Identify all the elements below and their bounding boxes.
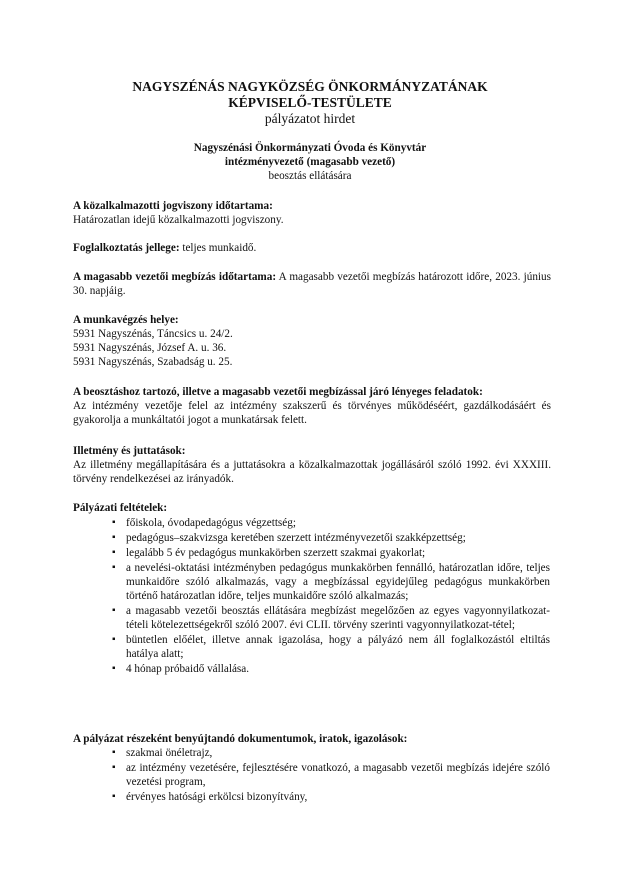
position-line3: beosztás ellátására: [268, 170, 352, 182]
bullet-icon: ▪: [112, 747, 116, 758]
header-title-line2: KÉPVISELŐ-TESTÜLETE: [228, 95, 392, 110]
section-title: Foglalkoztatás jellege:: [73, 242, 180, 254]
section-foglalkoztatas: [73, 241, 551, 255]
section-feltetelek-title: [73, 501, 551, 515]
section-dokumentumok-title: [73, 732, 551, 746]
section-text: Az intézmény vezetője felel az intézmény szakszerű és törvényes működéséért, gazdálkodásáért és gyakorolja a munkáltatói jogot a munkatársak felett.: [73, 400, 551, 426]
list-item: ▪ az intézmény vezetésére, fejlesztésére vonatkozó, a magasabb vezetői megbízás idejére szóló vezetési program,: [112, 762, 550, 788]
section-title: Illetmény és juttatások:: [73, 445, 186, 457]
list-item: ▪ büntetlen előélet, illetve annak igazolása, hogy a pályázó nem áll foglalkozástól eltiltás hatálya alatt;: [112, 634, 550, 660]
section-title: A beosztáshoz tartozó, illetve a magasabb vezetői megbízással járó lényeges feladatok:: [73, 386, 483, 398]
section-jogviszony: [73, 199, 551, 227]
bullet-icon: ▪: [112, 634, 116, 645]
section-megbizas: [73, 270, 551, 298]
section-title: A magasabb vezetői megbízás időtartama:: [73, 271, 277, 283]
section-feladatok: [73, 385, 551, 427]
list-item: ▪ 4 hónap próbaidő vállalása.: [112, 663, 250, 675]
list-item: ▪ szakmai önéletrajz,: [112, 747, 213, 759]
header-title-line1: NAGYSZÉNÁS NAGYKÖZSÉG ÖNKORMÁNYZATÁNAK: [132, 79, 488, 94]
address-line: 5931 Nagyszénás, József A. u. 36.: [73, 342, 227, 354]
section-munkavegzes: [73, 313, 551, 369]
section-title: A munkavégzés helye:: [73, 314, 179, 326]
address-line: 5931 Nagyszénás, Szabadság u. 25.: [73, 356, 233, 368]
bullet-icon: ▪: [112, 663, 116, 674]
bullet-icon: ▪: [112, 605, 116, 616]
list-item: ▪ legalább 5 év pedagógus munkakörben szerzett szakmai gyakorlat;: [112, 547, 426, 559]
bullet-icon: ▪: [112, 562, 116, 573]
bullet-icon: ▪: [112, 547, 116, 558]
section-illetmeny: [73, 444, 551, 486]
list-item: ▪ érvényes hatósági erkölcsi bizonyítvány,: [112, 791, 308, 803]
bullet-icon: ▪: [112, 762, 116, 773]
section-title: A közalkalmazotti jogviszony időtartama:: [73, 200, 273, 212]
list-item: ▪ a nevelési-oktatási intézményben pedagógus munkakörben fennálló, határozatlan időre, teljes munkaidőre szóló alkalmazás, vagy a megbízással egyidejűleg pedagógus munkakörben történő határozatlan időre, teljes munkaidőre szóló alkalmazás;: [112, 562, 550, 602]
bullet-icon: ▪: [112, 517, 116, 528]
header-subtitle: pályázatot hirdet: [264, 111, 356, 126]
list-item: ▪ a magasabb vezetői beosztás ellátására megbízást megelőzően az egyes vagyonnyilatkozat-tételi kötelezettségekről szóló 2007. évi CLII. törvény szerinti vagyonnyilatkozat-tétel;: [112, 605, 550, 631]
position-line2: intézményvezető (magasabb vezető): [224, 156, 396, 168]
section-text: teljes munkaidő.: [179, 242, 257, 254]
list-item: ▪ főiskola, óvodapedagógus végzettség;: [112, 517, 296, 529]
bullet-icon: ▪: [112, 532, 116, 543]
section-title: Pályázati feltételek:: [73, 502, 168, 514]
dokumentumok-list: [112, 746, 550, 805]
section-text: Határozatlan idejű közalkalmazotti jogviszony.: [73, 214, 284, 226]
section-text: A magasabb vezetői megbízás határozott időre, 2023. június 30. napjáig.: [73, 271, 551, 297]
section-title: A pályázat részeként benyújtandó dokumentumok, iratok, igazolások:: [73, 733, 408, 745]
position-line1: Nagyszénási Önkormányzati Óvoda és Könyvtár: [193, 142, 427, 154]
bullet-icon: ▪: [112, 791, 116, 802]
feltetelek-list: [112, 516, 550, 677]
address-line: 5931 Nagyszénás, Táncsics u. 24/2.: [73, 328, 233, 340]
list-item: ▪ pedagógus–szakvizsga keretében szerzett intézményvezetői szakképzettség;: [112, 532, 466, 544]
section-text: Az illetmény megállapítására és a juttatásokra a közalkalmazottak jogállásáról szóló 1992. évi XXXIII. törvény rendelkezései az irányadók.: [73, 459, 551, 485]
